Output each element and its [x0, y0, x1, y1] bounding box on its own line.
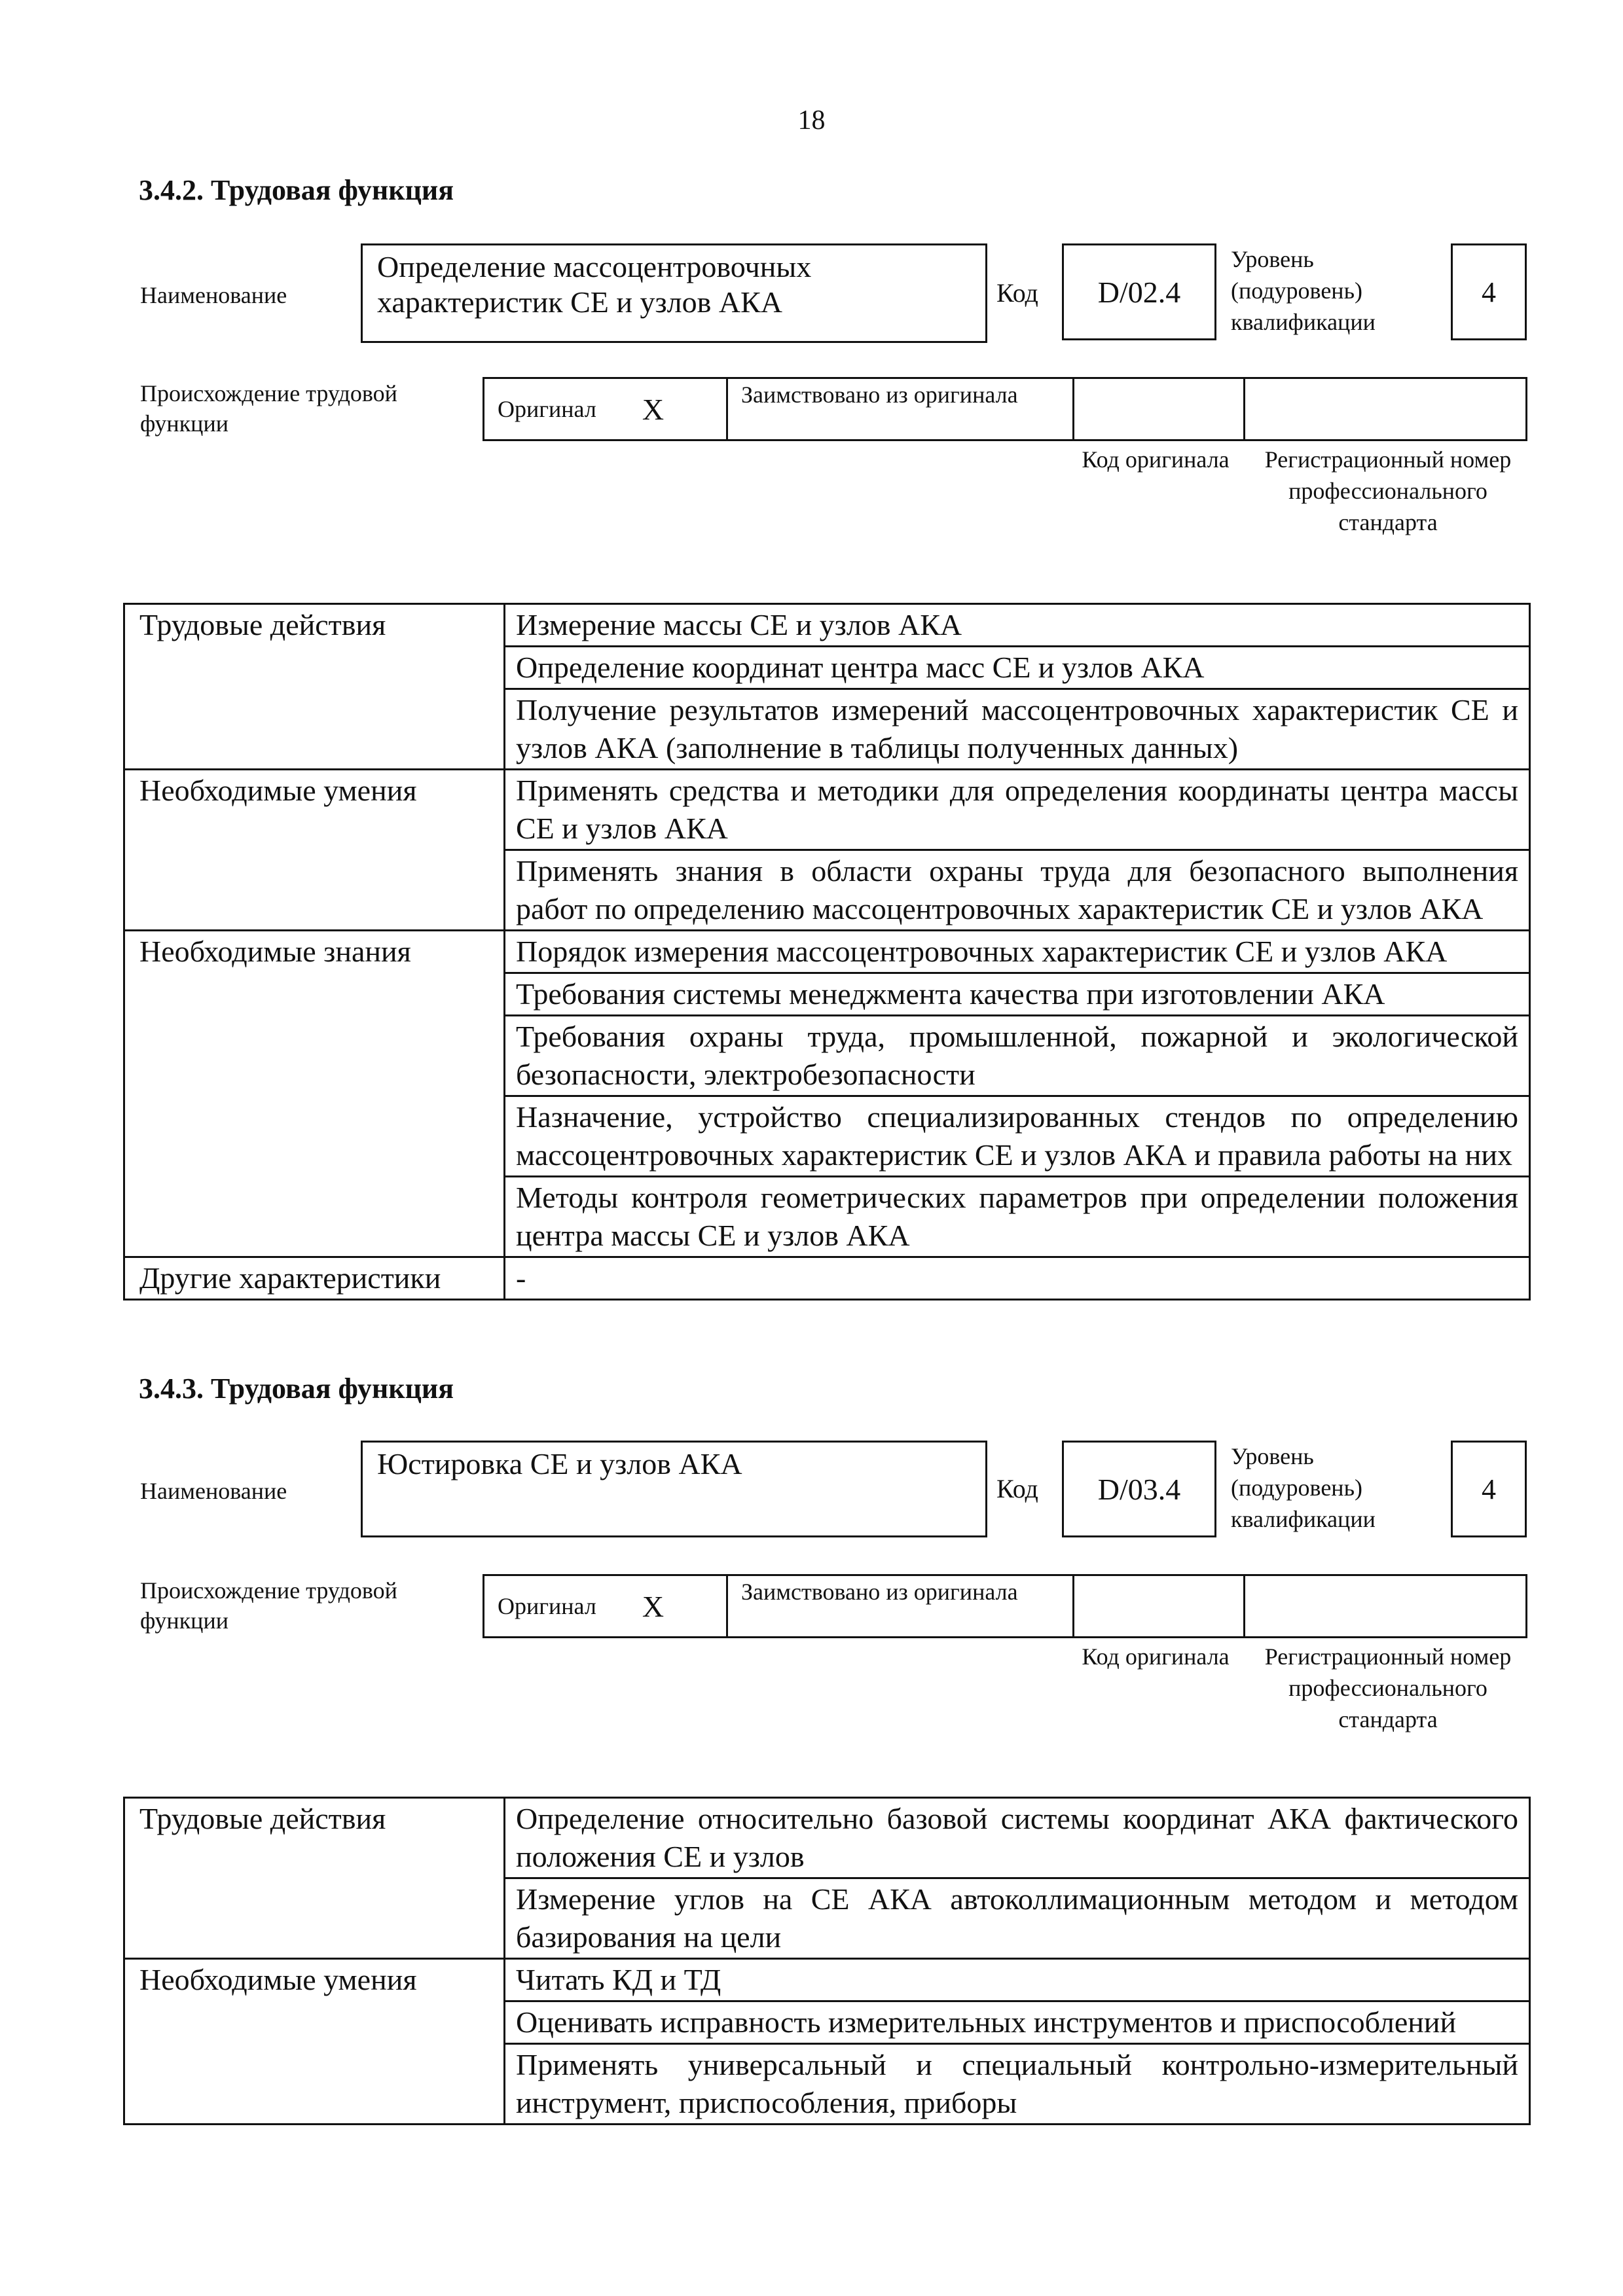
original-code-caption: Код оригинала	[1082, 446, 1230, 473]
page-number: 18	[797, 105, 826, 135]
origin-table	[483, 377, 1527, 441]
table-cell: Назначение, устройство специализированных стендов по определению массоцентровочных характеристик СЕ и узлов АКА и правила работы на них	[505, 1096, 1530, 1177]
code-label: Код	[996, 278, 1038, 308]
origin-original-cell	[484, 379, 728, 439]
original-mark: X	[642, 1589, 665, 1623]
function-details-table	[123, 1797, 1531, 2125]
original-label: Оригинал	[498, 396, 596, 422]
row-label-labor-actions: Трудовые действия	[124, 604, 505, 770]
row-label-skills: Необходимые умения	[124, 770, 505, 931]
reg-number-caption: Регистрационный номер профессионального стандарта	[1264, 446, 1512, 535]
original-code-cell	[1074, 1576, 1245, 1636]
function-name-box: Определение массоцентровочных характеристик СЕ и узлов АКА	[361, 243, 987, 343]
function-code-box: D/02.4	[1062, 243, 1216, 340]
table-cell: Применять средства и методики для определения координаты центра массы СЕ и узлов АКА	[505, 770, 1530, 850]
reg-number-cell	[1245, 1576, 1525, 1636]
original-label: Оригинал	[498, 1593, 596, 1619]
code-label: Код	[996, 1474, 1038, 1503]
origin-label: Происхождение трудовой функции	[140, 380, 397, 437]
qualification-level-box: 4	[1451, 243, 1527, 340]
function-details-table	[123, 603, 1531, 1300]
reg-number-cell	[1245, 379, 1525, 439]
section-heading: 3.4.2. Трудовая функция	[139, 174, 454, 206]
name-label: Наименование	[140, 282, 287, 308]
table-cell: Читать КД и ТД	[505, 1959, 1530, 2001]
table-cell: Порядок измерения массоцентровочных характеристик СЕ и узлов АКА	[505, 931, 1530, 973]
section-heading: 3.4.3. Трудовая функция	[139, 1372, 454, 1405]
row-label-labor-actions: Трудовые действия	[124, 1798, 505, 1959]
table-cell: Измерение массы СЕ и узлов АКА	[505, 604, 1530, 647]
qualification-level-label: Уровень (подуровень) квалификации	[1231, 246, 1376, 335]
table-cell: Требования системы менеджмента качества при изготовлении АКА	[505, 973, 1530, 1016]
borrowed-cell: Заимствовано из оригинала	[728, 379, 1074, 439]
qualification-level-label: Уровень (подуровень) квалификации	[1231, 1443, 1376, 1532]
origin-table	[483, 1574, 1527, 1638]
table-cell: Применять знания в области охраны труда для безопасного выполнения работ по определению массоцентровочных характеристик СЕ и узлов АКА	[505, 850, 1530, 931]
row-label-knowledge: Необходимые знания	[124, 931, 505, 1257]
origin-label: Происхождение трудовой функции	[140, 1577, 397, 1634]
table-cell: -	[505, 1257, 1530, 1300]
row-label-other: Другие характеристики	[124, 1257, 505, 1300]
function-code-box: D/03.4	[1062, 1441, 1216, 1537]
table-cell: Методы контроля геометрических параметров при определении положения центра массы СЕ и узлов АКА	[505, 1177, 1530, 1257]
original-mark: X	[642, 392, 665, 426]
borrowed-cell: Заимствовано из оригинала	[728, 1576, 1074, 1636]
table-cell: Измерение углов на СЕ АКА автоколлимационным методом и методом базирования на цели	[505, 1878, 1530, 1959]
table-cell: Определение координат центра масс СЕ и узлов АКА	[505, 647, 1530, 689]
table-cell: Определение относительно базовой системы координат АКА фактического положения СЕ и узлов	[505, 1798, 1530, 1878]
reg-number-caption: Регистрационный номер профессионального стандарта	[1264, 1643, 1512, 1732]
origin-original-cell	[484, 1576, 728, 1636]
table-cell: Оценивать исправность измерительных инструментов и приспособлений	[505, 2001, 1530, 2044]
row-label-skills: Необходимые умения	[124, 1959, 505, 2125]
table-cell: Применять универсальный и специальный контрольно-измерительный инструмент, приспособления, приборы	[505, 2044, 1530, 2125]
original-code-caption: Код оригинала	[1082, 1643, 1230, 1670]
original-code-cell	[1074, 379, 1245, 439]
table-cell: Требования охраны труда, промышленной, пожарной и экологической безопасности, электробезопасности	[505, 1016, 1530, 1096]
table-cell: Получение результатов измерений массоцентровочных характеристик СЕ и узлов АКА (заполнение в таблицы полученных данных)	[505, 689, 1530, 770]
function-name-box: Юстировка СЕ и узлов АКА	[361, 1441, 987, 1537]
qualification-level-box: 4	[1451, 1441, 1527, 1537]
name-label: Наименование	[140, 1478, 287, 1504]
